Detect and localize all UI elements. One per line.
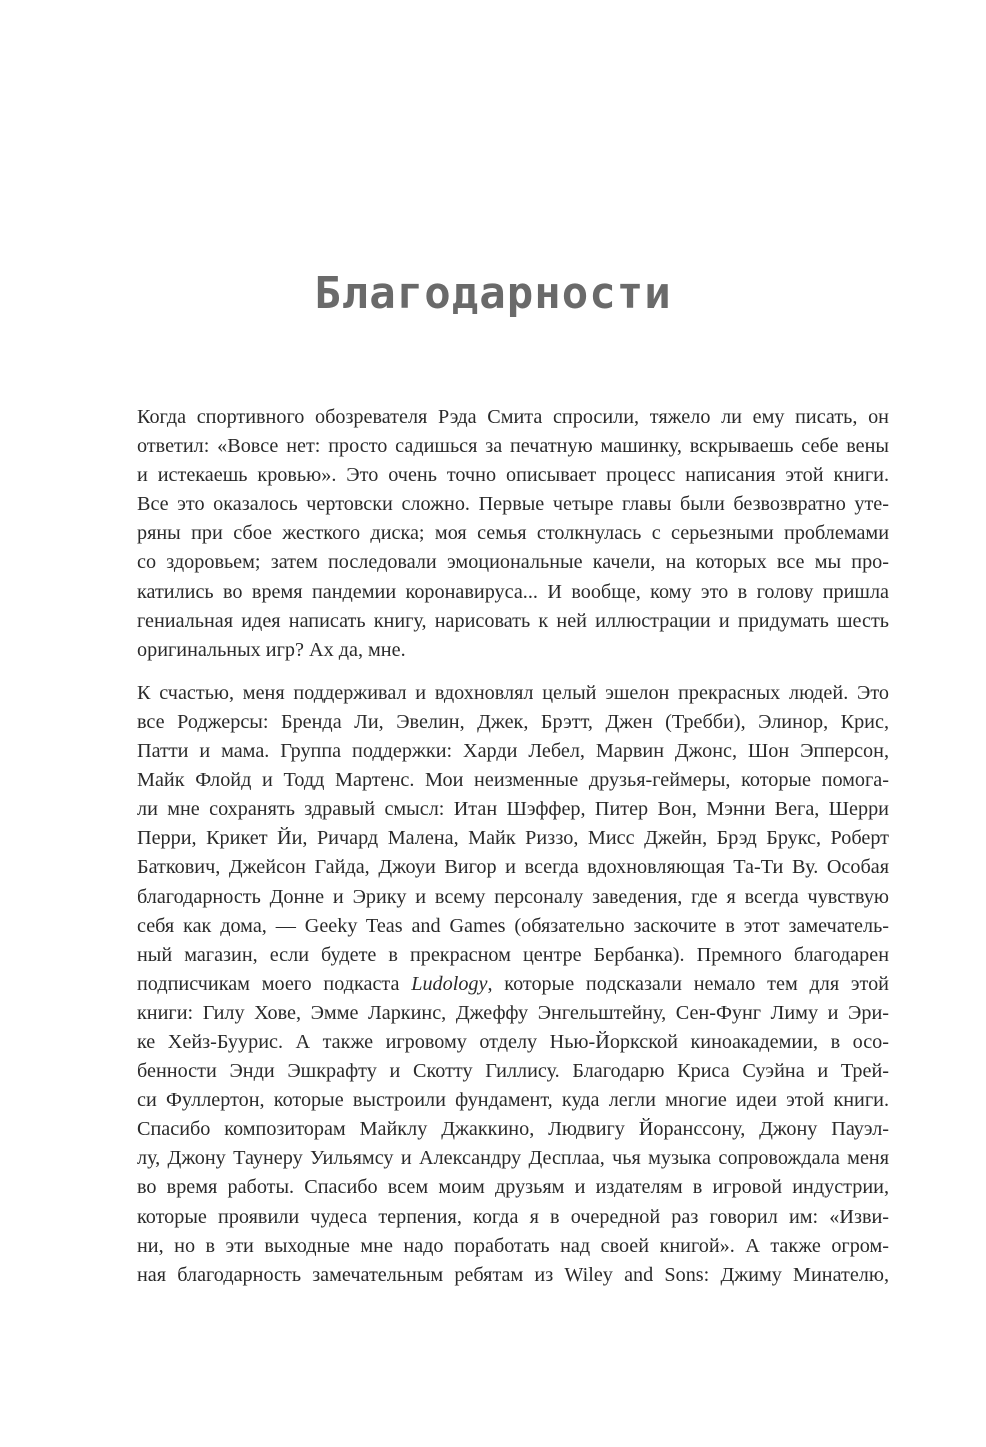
text-line: ряны при сбое жесткого диска; моя семья столкнулась с серьезными проблемами xyxy=(137,522,889,545)
text-line: Все это оказалось чертовски сложно. Первые четыре главы были безвозвратно уте- xyxy=(137,493,889,516)
text-line: Патти и мама. Группа поддержки: Харди Лебел, Марвин Джонс, Шон Эпперсон, xyxy=(137,740,889,763)
text-line: со здоровьем; затем последовали эмоциональные качели, на которых все мы про- xyxy=(137,551,889,574)
page-title: Благодарности xyxy=(314,268,672,319)
body-text xyxy=(137,403,889,1290)
podcast-title: Ludology xyxy=(411,972,488,995)
text-line: К счастью, меня поддерживал и вдохновлял целый эшелон прекрасных людей. Это xyxy=(137,681,889,704)
text-line: ли мне сохранять здравый смысл: Итан Шэффер, Питер Вон, Мэнни Вега, Шерри xyxy=(137,798,889,821)
paragraph-2 xyxy=(137,679,889,1290)
text-line: и истекаешь кровью». Это очень точно описывает процесс написания этой книги. xyxy=(137,464,889,487)
text-line: ный магазин, если будете в прекрасном центре Бербанка). Премного благодарен xyxy=(137,943,889,966)
text-line: ни, но в эти выходные мне надо поработать над своей книгой». А также огром- xyxy=(137,1234,889,1257)
text-line: бенности Энди Эшкрафту и Скотту Гиллису. Благодарю Криса Суэйна и Трей- xyxy=(137,1060,889,1083)
text-line: Когда спортивного обозревателя Рэда Смита спросили, тяжело ли ему писать, он xyxy=(137,406,889,428)
paragraph-1 xyxy=(137,403,889,665)
text-line: си Фуллертон, которые выстроили фундамент, куда легли многие идеи этой книги. xyxy=(137,1089,889,1112)
text-line: которые проявили чудеса терпения, когда я в очередной раз говорил им: «Изви- xyxy=(137,1205,889,1228)
text-line: Перри, Крикет Йи, Ричард Малена, Майк Риззо, Мисс Джейн, Брэд Брукс, Роберт xyxy=(137,827,889,850)
text-line: гениальная идея написать книгу, нарисовать к ней иллюстрации и придумать шесть xyxy=(137,609,889,632)
text-line: во время работы. Спасибо всем моим друзьям и издателям в игровой индустрии, xyxy=(137,1176,889,1199)
text-line: оригинальных игр? Ах да, мне. xyxy=(137,638,406,661)
text-line: себя как дома, — Geeky Teas and Games (обязательно заскочите в этот замечатель- xyxy=(137,914,889,937)
text-line xyxy=(137,970,889,999)
text-fragment: подписчикам моего подкаста xyxy=(137,972,412,995)
text-line: лу, Джону Таунеру Уильямсу и Александру Десплаа, чья музыка сопровождала меня xyxy=(137,1147,889,1170)
text-line: книги: Гилу Хове, Эмме Ларкинс, Джеффу Энгельштейну, Сен-Фунг Лиму и Эри- xyxy=(137,1001,889,1024)
text-fragment: , которые подсказали немало тем для этой xyxy=(487,972,889,995)
text-line: Майк Флойд и Тодд Мартенс. Мои неизменные друзья-геймеры, которые помога- xyxy=(137,769,889,792)
text-line: все Роджерсы: Бренда Ли, Эвелин, Джек, Брэтт, Джен (Требби), Элинор, Крис, xyxy=(137,710,889,733)
text-line: катились во время пандемии коронавируса... И вообще, кому это в голову пришла xyxy=(137,580,889,603)
text-line: Спасибо композиторам Майклу Джаккино, Людвигу Йоранссону, Джону Пауэл- xyxy=(137,1118,889,1141)
text-line: ответил: «Вовсе нет: просто садишься за печатную машинку, вскрываешь себе вены xyxy=(137,435,889,458)
text-line: ке Хейз-Буурис. А также игровому отделу Нью-Йоркской киноакадемии, в осо- xyxy=(137,1030,889,1053)
text-line: благодарность Донне и Эрику и всему персоналу заведения, где я всегда чувствую xyxy=(137,885,889,908)
text-line: Баткович, Джейсон Гайда, Джоуи Вигор и всегда вдохновляющая Та-Ти Ву. Особая xyxy=(137,856,889,879)
text-line: ная благодарность замечательным ребятам из Wiley and Sons: Джиму Минателю, xyxy=(137,1263,889,1286)
